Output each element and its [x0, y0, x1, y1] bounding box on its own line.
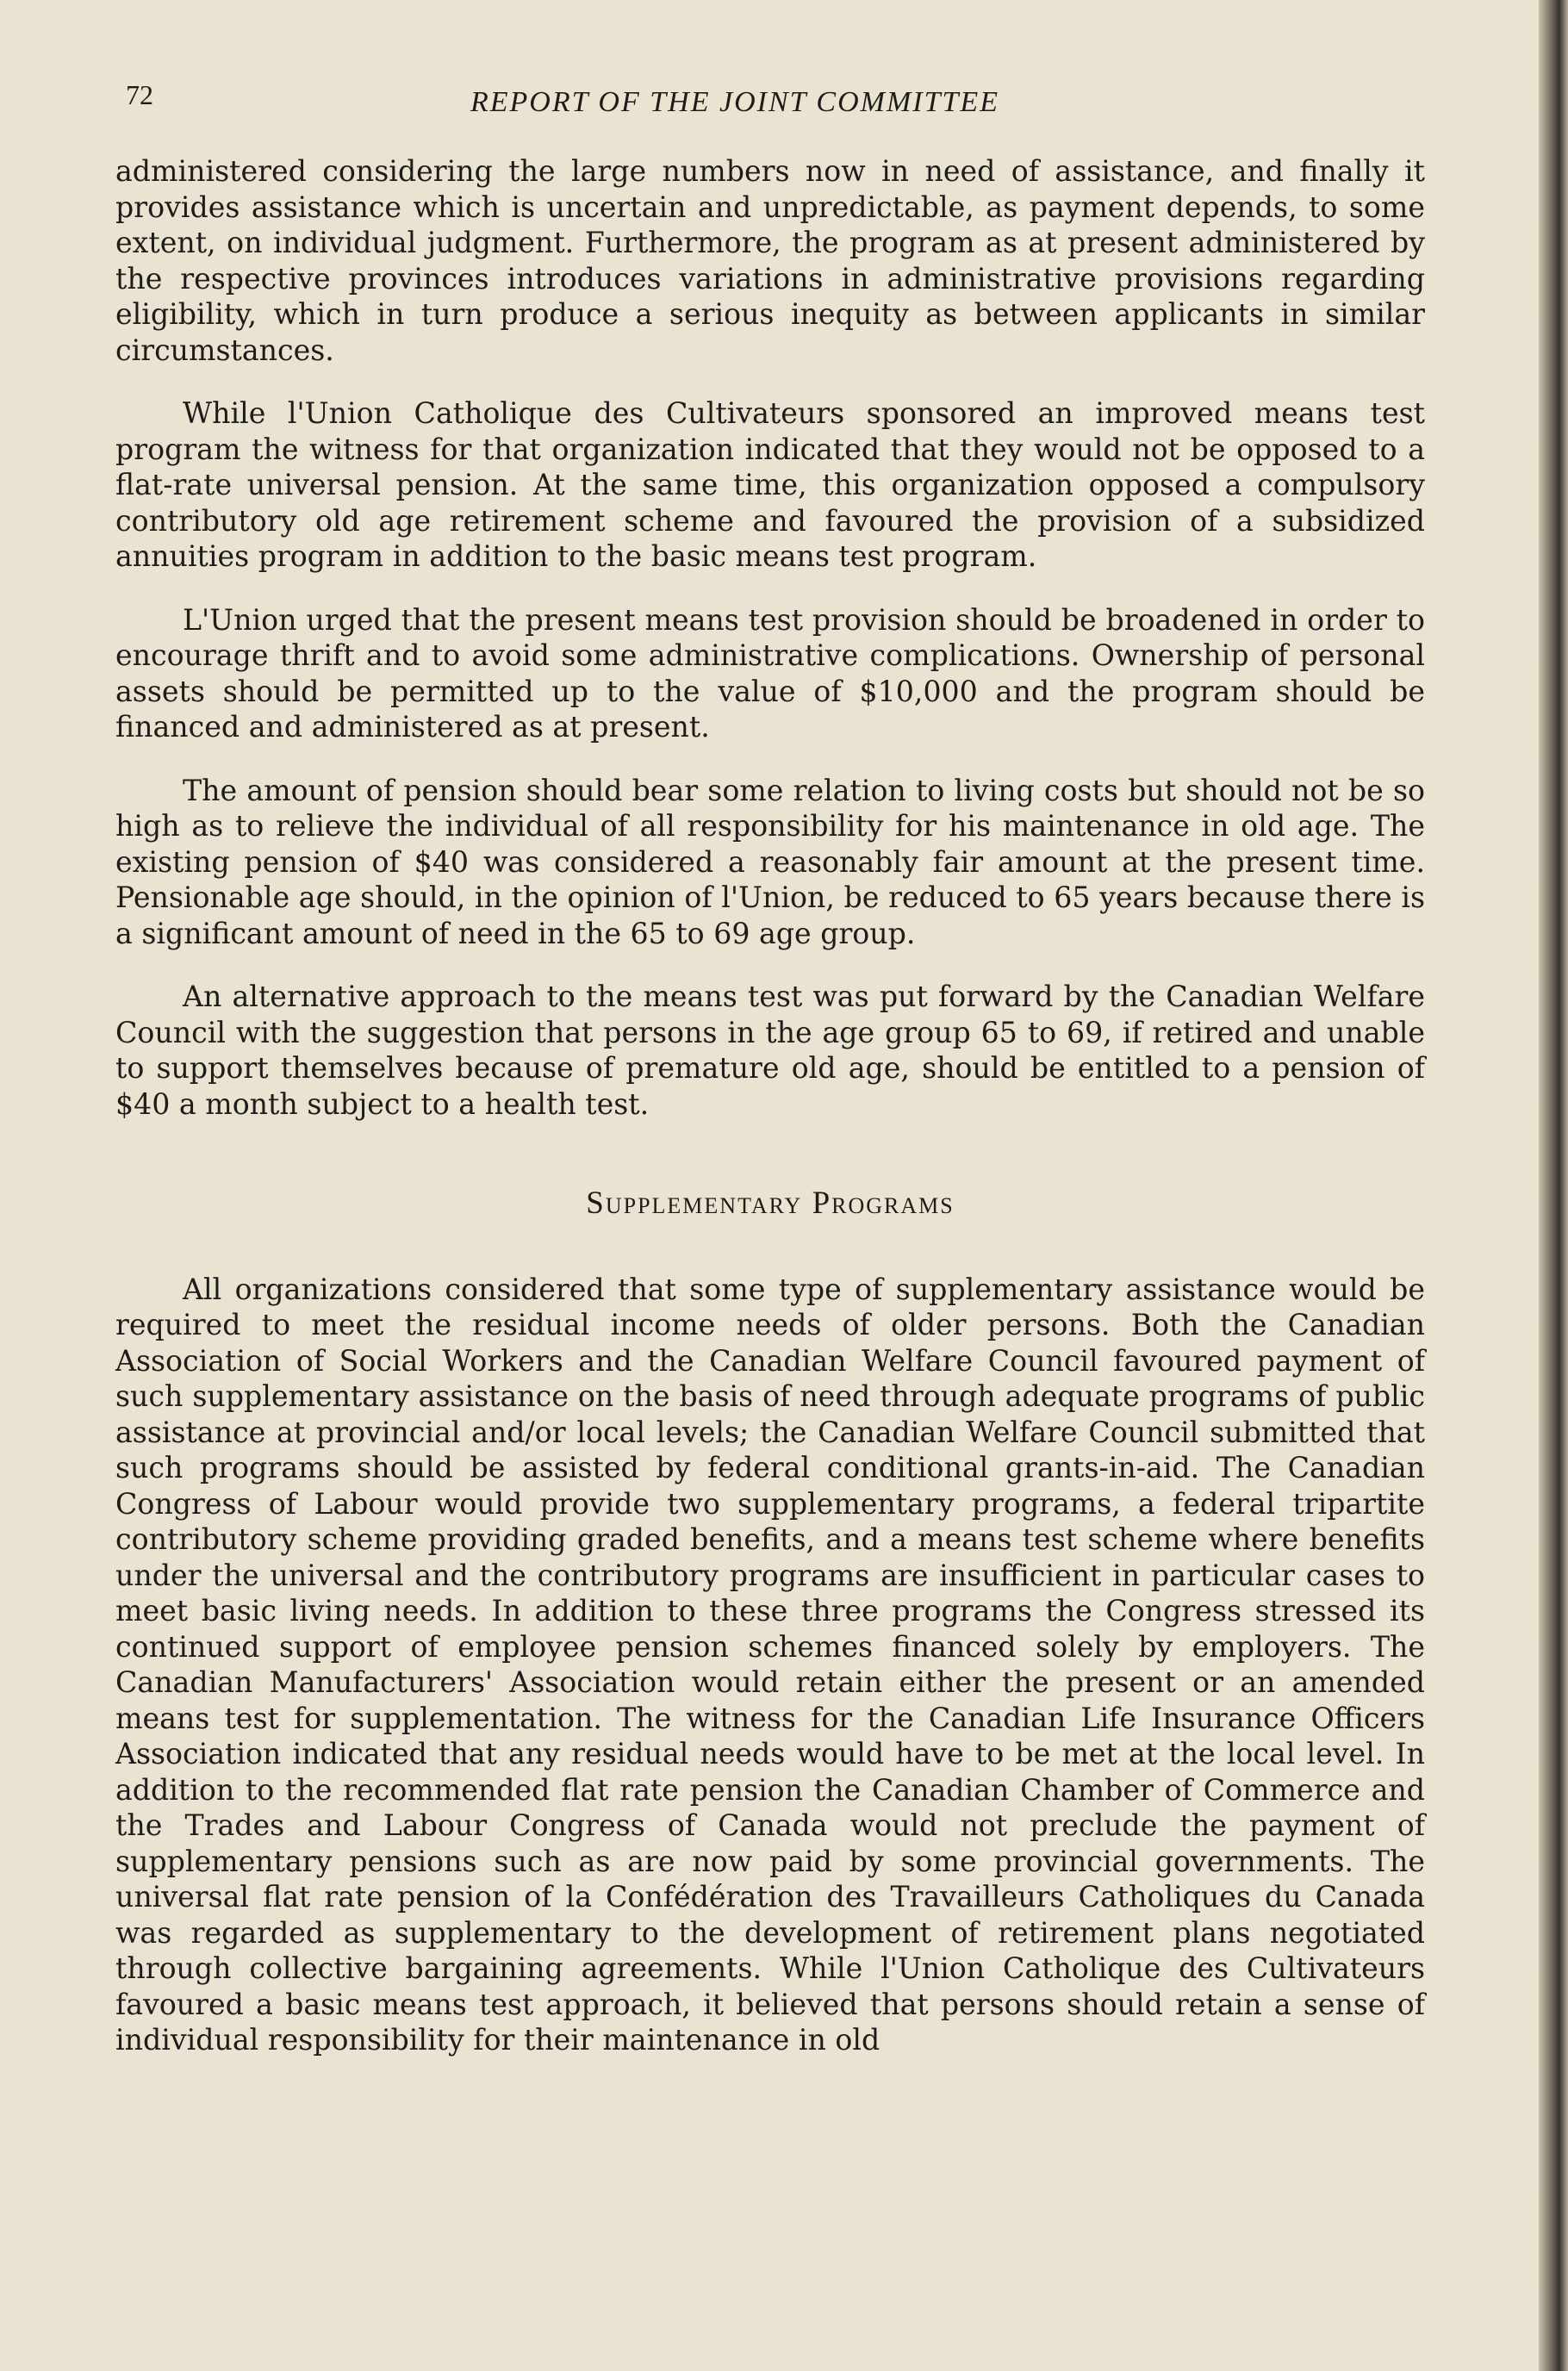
paragraph-4: The amount of pension should bear some relation to living costs but should not be so high as to relieve the individual of all responsibility for his maintenance in old age. The existing pension of $40 was considered a reasonably fair amount at the present time. Pensionable age should, in the opinion of l'Union, be reduced to 65 years because there is a significant amount of need in the 65 to 69 age group.	[115, 773, 1425, 950]
section-body	[115, 1272, 1425, 2058]
paragraph-1: administered considering the large numbers now in need of assistance, and finally it provides assistance which is uncertain and unpredictable, as payment depends, to some extent, on individual judgment. Furthermore, the program as at present administered by the respective provinces introduces variations in administrative provisions regarding eligibility, which in turn produce a serious inequity as between applicants in similar circumstances.	[115, 154, 1425, 367]
section-paragraph: All organizations considered that some type of supplementary assistance would be required to meet the residual income needs of older persons. Both the Canadian Association of Social Workers and the Canadian Welfare Council favoured payment of such supplementary assistance on the basis of need through adequate programs of public assistance at provincial and/or local levels; the Canadian Welfare Council submitted that such programs should be assisted by federal conditional grants-in-aid. The Canadian Congress of Labour would provide two supplementary programs, a federal tripartite contributory scheme providing graded benefits, and a means test scheme where benefits under the universal and the contributory programs are insufficient in particular cases to meet basic living needs. In addition to these three programs the Congress stressed its continued support of employee pension schemes financed solely by employers. The Canadian Manufacturers' Association would retain either the present or an amended means test for supplementation. The witness for the Canadian Life Insurance Officers Association indicated that any residual needs would have to be met at the local level. In addition to the recommended flat rate pension the Canadian Chamber of Commerce and the Trades and Labour Congress of Canada would not preclude the payment of supplementary pensions such as are now paid by some provincial governments. The universal flat rate pension of la Confédération des Travailleurs Catholiques du Canada was regarded as supplementary to the development of retirement plans negotiated through collective bargaining agreements. While l'Union Catholique des Cultivateurs favoured a basic means test approach, it believed that persons should retain a sense of individual responsibility for their maintenance in old	[115, 1272, 1425, 2057]
book-spine-edge	[1539, 0, 1568, 2371]
body-text	[115, 153, 1425, 2058]
running-head: REPORT OF THE JOINT COMMITTEE	[470, 86, 999, 118]
paragraph-3: L'Union urged that the present means test provision should be broadened in order to encourage thrift and to avoid some administrative complications. Ownership of personal assets should be permitted up to the value of $10,000 and the program should be financed and administered as at present.	[115, 602, 1425, 744]
page-number: 72	[126, 79, 153, 110]
page-header	[126, 79, 1418, 131]
section-heading: Supplementary Programs	[586, 1186, 955, 1221]
paragraph-2: While l'Union Catholique des Cultivateurs sponsored an improved means test program the witness for that organization indicated that they would not be opposed to a flat-rate universal pension. At the same time, this organization opposed a compulsory contributory old age retirement scheme and favoured the provision of a subsidized annuities program in addition to the basic means test program.	[115, 396, 1425, 573]
paragraph-5: An alternative approach to the means test was put forward by the Canadian Welfare Council with the suggestion that persons in the age group 65 to 69, if retired and unable to support themselves because of premature old age, should be entitled to a pension of $40 a month subject to a health test.	[115, 980, 1425, 1121]
